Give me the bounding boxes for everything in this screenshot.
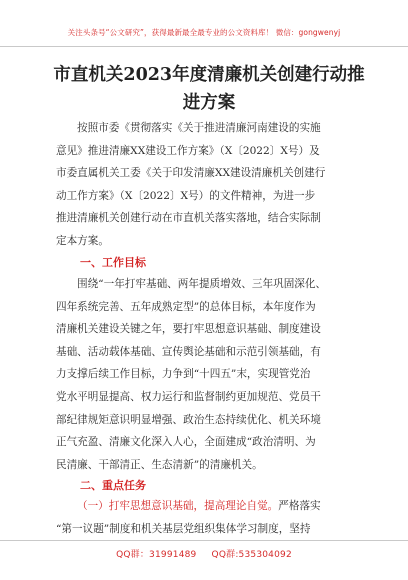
section-1-line: 基础、活动载体基础、宣传舆论基础和示范引领基础，有 [56,345,321,358]
section-1-line: 正气充盈、清廉文化深入人心，全面建成“政治清明、为 [56,436,316,449]
footer [0,547,408,560]
top-banner [0,0,408,48]
section-1-line: 党水平明显提高、权力运行和监督制约更加规范、党员干 [56,390,321,403]
section-1-paragraph [56,273,356,476]
intro-line: 定本方案。 [56,234,109,247]
section-1-line: 清廉机关建设关键之年，要打牢思想意识基础、制度建设 [56,323,321,336]
section-2-first-line [56,495,356,518]
footer-divider [0,540,408,541]
section-2-paragraph [56,495,356,540]
section-1-line: 部纪律规矩意识明显增强、政治生态持续优化、机关环境 [56,413,321,426]
intro-paragraph [56,117,356,253]
footer-qq-1: QQ群：31991489 [116,550,197,560]
section-1-line: 民清廉、干部清正、生态清新”的清廉机关。 [56,458,263,471]
title-line-1: 市直机关2023年度清廉机关创建行动推 [53,65,365,85]
section-1-heading: 一、工作目标 [80,256,146,269]
banner-text: 关注头条号“公文研究”，获得最新最全最专业的公文资料库！ 微信：gongwenyj [67,28,341,37]
intro-line: 按照市委《贯彻落实《关于推进清廉河南建设的实施 [77,122,321,134]
task-1-text: 严格落实 [278,500,321,512]
section-2-line: “第一议题”制度和机关基层党组织集体学习制度，坚持 [56,522,311,535]
banner-divider [0,46,408,47]
intro-line: 推进清廉机关创建行动在市直机关落实落地，结合实际制 [56,212,321,225]
title-line-2: 进方案 [182,93,236,113]
intro-line: 动工作方案》（X〔2022〕X号）的文件精神，为进一步 [56,189,316,202]
section-1-line: 四年系统完善、五年成熟定型”的总体目标，本年度作为 [56,300,316,313]
document-title [50,61,368,117]
section-1-line: 围绕“一年打牢基础、两年提质增效、三年巩固深化、 [77,278,327,290]
intro-line: 市委直属机关工委《关于印发清廉XX建设清廉机关创建行 [56,167,326,180]
intro-line: 意见》推进清廉XX建设工作方案》（X〔2022〕X号）及 [56,144,320,157]
section-1-line: 力支撑后续工作目标，力争到“十四五”末，实现管党治 [56,368,311,381]
footer-qq-2: QQ群:535304092 [211,550,292,560]
task-1-label: （一）打牢思想意识基础，提高理论自觉。 [77,500,279,512]
section-2-heading: 二、重点任务 [80,479,146,492]
